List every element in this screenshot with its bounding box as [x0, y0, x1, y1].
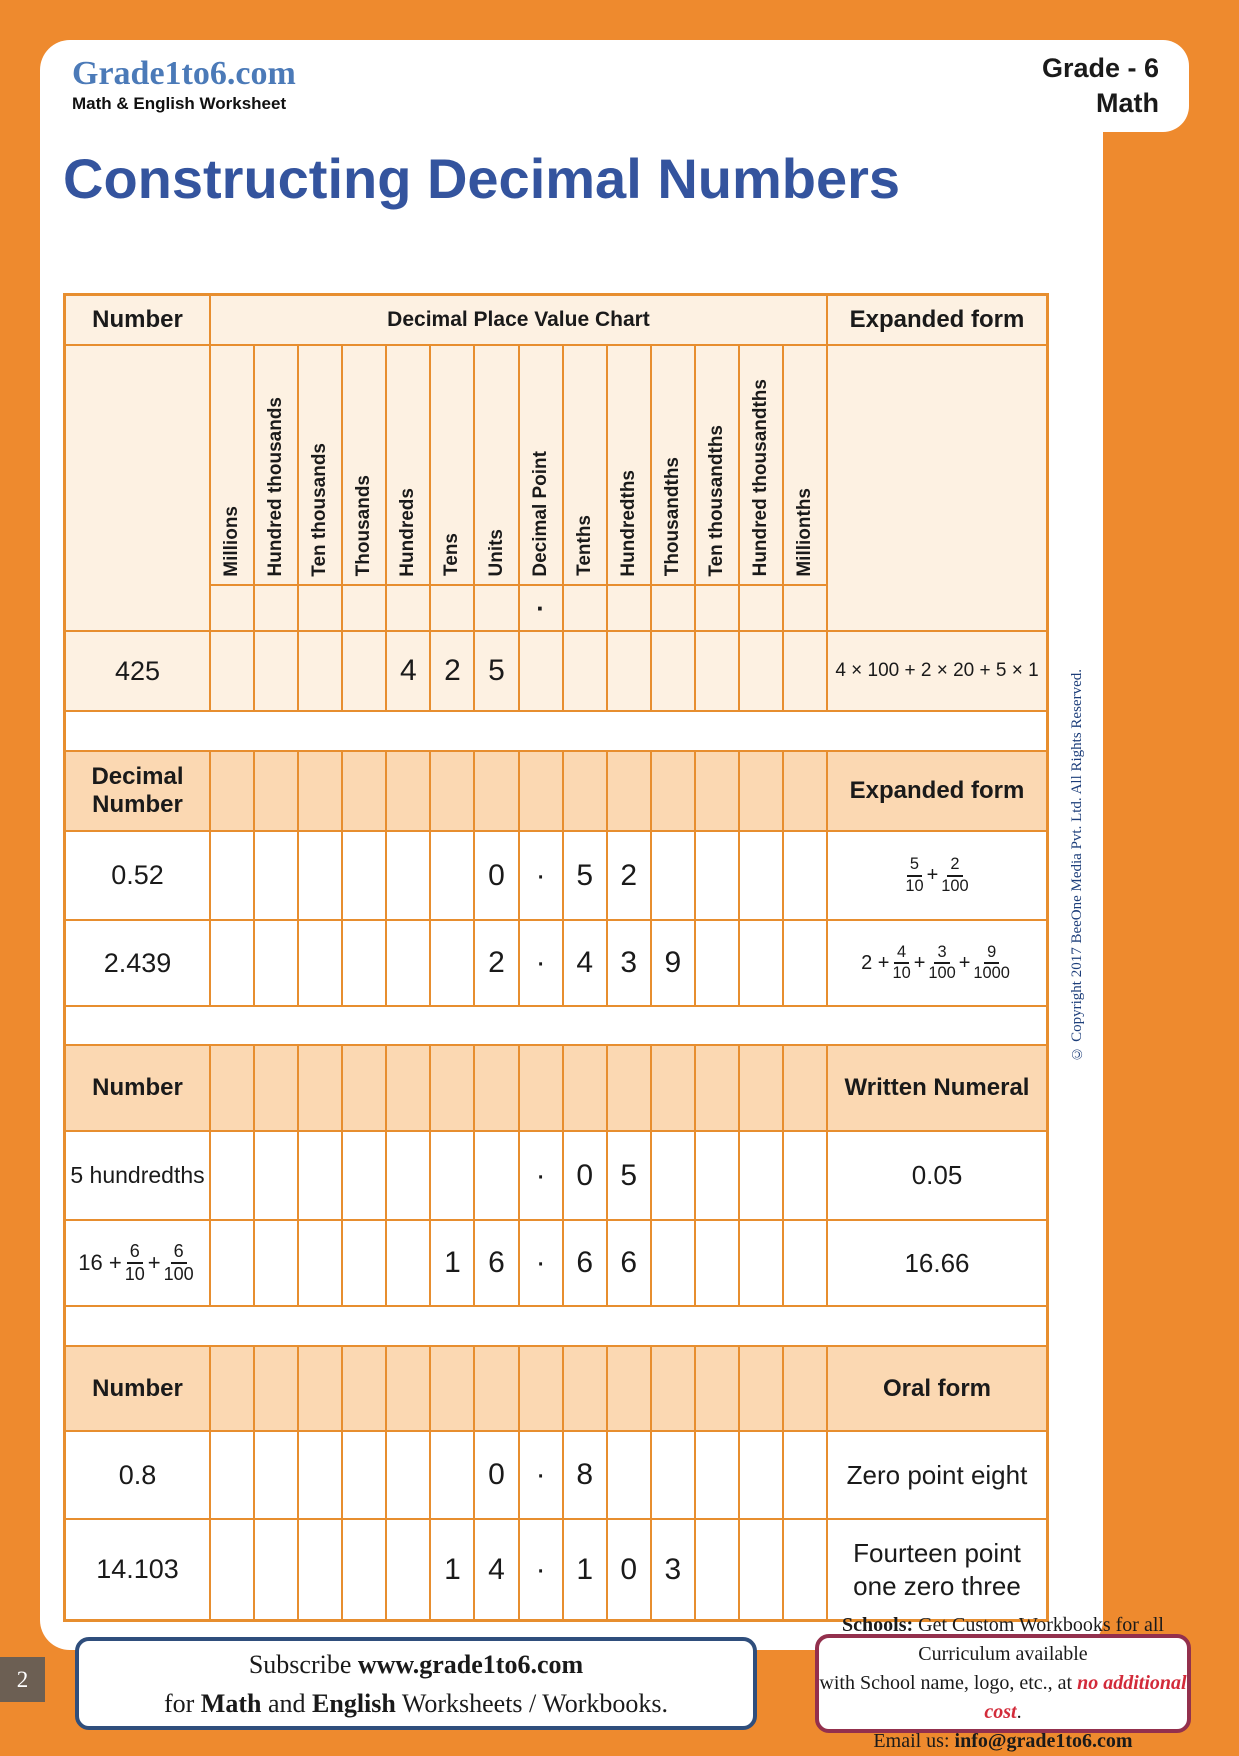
place-value-column-label-cell: [608, 346, 650, 584]
place-value-column-label: Ten thousandths: [705, 424, 727, 577]
grade-label: Grade - 6: [1041, 52, 1159, 83]
place-value-cell: [475, 1046, 519, 1130]
col-header-written-numeral: Written Numeral: [844, 1074, 1030, 1102]
number-value: 2.439: [66, 921, 211, 1005]
place-value-cell: [387, 1132, 431, 1219]
place-value-column-label-cell: [564, 346, 606, 584]
place-value-column-label-cell: [784, 346, 826, 584]
chart-title: Decimal Place Value Chart: [211, 296, 828, 344]
place-value-cell: [387, 921, 431, 1005]
place-value-cell: [255, 832, 299, 919]
place-value-cell: 2: [475, 921, 519, 1005]
page-number-tab: 2: [0, 1657, 45, 1702]
place-value-cell: [211, 1347, 255, 1430]
number-value: 5 hundredths: [66, 1132, 211, 1219]
place-value-column-label: Tens: [441, 533, 463, 577]
place-value-column-label: Thousands: [353, 474, 375, 577]
site-logo: [72, 55, 296, 114]
place-value-column-label: Units: [485, 528, 507, 577]
place-value-cell: 3: [652, 1520, 696, 1619]
schools-box: [815, 1614, 1191, 1752]
place-value-cell: [608, 1432, 652, 1518]
place-value-cell: [299, 1432, 343, 1518]
place-value-column-label: Hundred thousandths: [749, 378, 771, 577]
place-value-cell: [608, 632, 652, 710]
place-value-cell: [608, 1046, 652, 1130]
fraction: $\frac{6}{10}$: [124, 1241, 145, 1284]
place-value-cell: [696, 1347, 740, 1430]
place-value-cell: [696, 1432, 740, 1518]
place-value-cell: [696, 1046, 740, 1130]
decimal-point-marker-cell: [387, 584, 429, 630]
table-row: [66, 1432, 1046, 1520]
section-header-row: [66, 1046, 1046, 1132]
place-value-column: [740, 346, 784, 630]
place-value-cell: 8: [564, 1432, 608, 1518]
place-value-cell: [387, 1046, 431, 1130]
fraction: $\frac{5}{10}$: [905, 855, 924, 895]
place-value-cell: [520, 1347, 564, 1430]
place-value-cell: [696, 921, 740, 1005]
place-value-cell: [520, 752, 564, 830]
place-value-cell: [299, 1046, 343, 1130]
place-value-cell: ·: [520, 1132, 564, 1219]
place-value-column-label-cell: [740, 346, 782, 584]
place-value-cell: [740, 752, 784, 830]
place-value-cell: [431, 921, 475, 1005]
decimal-point-marker-cell: ·: [520, 584, 562, 630]
place-value-cell: 2: [431, 632, 475, 710]
place-value-cell: [740, 632, 784, 710]
place-value-cell: [387, 752, 431, 830]
place-value-cell: ·: [520, 832, 564, 919]
col-header-number: Number: [66, 1347, 211, 1430]
place-value-cell: [431, 832, 475, 919]
place-value-columns-row: [66, 346, 1046, 632]
written-numeral-value: 0.05: [911, 1160, 963, 1191]
place-value-cell: [696, 752, 740, 830]
subscribe-line2: for Math and English Worksheets / Workbooks.: [163, 1688, 669, 1718]
place-value-column-label-cell: [299, 346, 341, 584]
decimal-point-marker-cell: [431, 584, 473, 630]
place-value-cell: [652, 632, 696, 710]
decimal-point-marker-cell: [343, 584, 385, 630]
subscribe-line1: Subscribe www.grade1to6.com: [248, 1649, 584, 1679]
oral-form-value: Fourteen point one zero three: [853, 1538, 1021, 1601]
table-header-row: [66, 296, 1046, 346]
fraction: $\frac{6}{100}$: [163, 1241, 194, 1284]
place-value-cell: [564, 632, 608, 710]
place-value-cell: [255, 752, 299, 830]
place-value-cell: 1: [431, 1221, 475, 1305]
decimal-point-marker-cell: [696, 584, 738, 630]
col-header-expanded-form: Expanded form: [849, 777, 1025, 805]
digit-cells: [211, 832, 828, 919]
place-value-cell: [299, 832, 343, 919]
digit-cells: [211, 1432, 828, 1518]
decimal-point-marker-cell: [740, 584, 782, 630]
place-value-cell: 2: [608, 832, 652, 919]
place-value-cell: 0: [475, 832, 519, 919]
schools-line3: Email us: info@grade1to6.com: [873, 1730, 1133, 1752]
place-value-cell: [784, 921, 828, 1005]
table-row: [66, 632, 1046, 712]
place-value-cell: [299, 1520, 343, 1619]
place-value-cell: [652, 1347, 696, 1430]
place-value-cell: [211, 632, 255, 710]
place-value-cell: [608, 752, 652, 830]
place-value-column-label: Hundreds: [397, 487, 419, 577]
place-value-cell: [784, 832, 828, 919]
digit-cells: [211, 1132, 828, 1219]
place-value-cell: 3: [608, 921, 652, 1005]
place-value-column: [387, 346, 431, 630]
number-value: 0.52: [66, 832, 211, 919]
digit-cells: [211, 921, 828, 1005]
place-value-column-label-cell: [343, 346, 385, 584]
empty-expanded-cell: [828, 346, 1046, 630]
col-header-expanded-form: Expanded form: [849, 306, 1025, 334]
expression-text: +: [147, 1250, 161, 1275]
table-row: [66, 921, 1046, 1007]
place-value-cell: [740, 1347, 784, 1430]
place-value-cell: [211, 1046, 255, 1130]
place-value-cell: [431, 1347, 475, 1430]
place-value-column: [784, 346, 828, 630]
place-value-cell: [255, 1432, 299, 1518]
place-value-column-label-cell: [652, 346, 694, 584]
place-value-cell: [740, 1221, 784, 1305]
place-value-cell: [211, 1132, 255, 1219]
place-value-cell: ·: [520, 1520, 564, 1619]
place-value-column-label: Millions: [221, 505, 243, 577]
section-header-row: [66, 1347, 1046, 1432]
place-value-column-label-cell: [387, 346, 429, 584]
expression-text: +: [913, 951, 926, 974]
no-additional-cost-text: no additional cost: [984, 1672, 1187, 1723]
place-value-cell: [564, 1347, 608, 1430]
place-value-cell: ·: [520, 921, 564, 1005]
place-value-cell: ·: [520, 1432, 564, 1518]
place-value-cell: 5: [475, 632, 519, 710]
place-value-cell: [343, 921, 387, 1005]
table-row: [66, 832, 1046, 921]
place-value-column-label-cell: [696, 346, 738, 584]
expression-text: +: [926, 864, 939, 886]
place-value-cell: [520, 632, 564, 710]
place-value-cell: [299, 1221, 343, 1305]
place-value-cell: [343, 752, 387, 830]
place-value-cell: [211, 921, 255, 1005]
place-value-cell: [343, 832, 387, 919]
place-value-cell: [696, 832, 740, 919]
col-header-oral-form: Oral form: [882, 1374, 992, 1402]
place-value-cell: [652, 1132, 696, 1219]
place-value-column-label: Hundred thousands: [265, 396, 287, 577]
empty-cells: [211, 752, 828, 830]
place-value-cell: [299, 1132, 343, 1219]
place-value-column: [564, 346, 608, 630]
oral-form-value: Zero point eight: [846, 1459, 1028, 1490]
place-value-cell: [784, 1347, 828, 1430]
table-row: [66, 1221, 1046, 1307]
place-value-cell: 5: [564, 832, 608, 919]
place-value-column-label: Tenths: [573, 515, 595, 577]
decimal-point-marker-cell: [475, 584, 517, 630]
schools-line2: with School name, logo, etc., at no additional cost.: [819, 1672, 1187, 1723]
place-value-cell: [211, 1432, 255, 1518]
place-value-cell: ·: [520, 1221, 564, 1305]
place-value-column-label: Millionths: [794, 487, 816, 577]
place-value-cell: [299, 752, 343, 830]
place-value-cell: [211, 1520, 255, 1619]
place-value-cell: 6: [564, 1221, 608, 1305]
place-value-cell: [387, 1221, 431, 1305]
table-row: [66, 1520, 1046, 1619]
fraction: $\frac{2}{100}$: [941, 855, 969, 895]
place-value-column: [520, 346, 564, 630]
place-value-cell: [343, 1132, 387, 1219]
place-value-column: [343, 346, 387, 630]
number-value: 425: [66, 632, 211, 710]
place-value-cell: [343, 1046, 387, 1130]
place-value-cell: 0: [475, 1432, 519, 1518]
place-value-cell: 6: [475, 1221, 519, 1305]
expanded-form-value: 4 × 100 + 2 × 20 + 5 × 1: [835, 660, 1039, 681]
place-value-cell: [475, 1132, 519, 1219]
copyright-sideways-text: © Copyright 2017 BeeOne Media Pvt. Ltd. All Rights Reserved.: [1068, 668, 1085, 1062]
place-value-cell: 4: [387, 632, 431, 710]
empty-number-cell: [66, 346, 211, 630]
place-value-cell: [431, 1432, 475, 1518]
place-value-column-label-cell: [431, 346, 473, 584]
place-value-cell: [211, 752, 255, 830]
place-value-cell: [255, 1221, 299, 1305]
place-value-cell: [696, 1520, 740, 1619]
decimal-point-marker-cell: [564, 584, 606, 630]
written-numeral-value: 16.66: [904, 1247, 970, 1278]
number-value: 14.103: [66, 1520, 211, 1619]
place-value-cell: [784, 632, 828, 710]
place-value-cell: [431, 1132, 475, 1219]
place-value-cell: [343, 1347, 387, 1430]
place-value-cell: [784, 1221, 828, 1305]
place-value-cell: [652, 832, 696, 919]
place-value-cell: [343, 1432, 387, 1518]
fraction: $\frac{9}{1000}$: [973, 942, 1010, 982]
decimal-point-marker-cell: [608, 584, 650, 630]
place-value-cell: [255, 1520, 299, 1619]
place-value-cell: [740, 921, 784, 1005]
place-value-cell: [387, 1347, 431, 1430]
place-value-cell: [387, 832, 431, 919]
expression-text: 2 +: [861, 951, 890, 974]
place-value-cell: 0: [564, 1132, 608, 1219]
place-value-cell: 1: [431, 1520, 475, 1619]
decimal-point-marker-cell: [784, 584, 826, 630]
place-value-column: [211, 346, 255, 630]
place-value-cell: [564, 1046, 608, 1130]
logo-subtitle: Math & English Worksheet: [72, 94, 287, 113]
place-value-column-label: Thousandths: [661, 457, 683, 577]
place-value-cell: [608, 1347, 652, 1430]
place-value-column-label: Hundredths: [617, 469, 639, 577]
place-value-cell: [343, 632, 387, 710]
place-value-column: [652, 346, 696, 630]
place-value-column: [475, 346, 519, 630]
place-value-cell: [652, 1221, 696, 1305]
place-value-cell: [255, 1347, 299, 1430]
number-value: [66, 1221, 211, 1305]
place-value-column-label-cell: [211, 346, 253, 584]
place-value-cell: [387, 1520, 431, 1619]
place-value-cell: [652, 1432, 696, 1518]
place-value-cell: [299, 1347, 343, 1430]
col-header-number: Number: [66, 296, 211, 344]
fraction: $\frac{3}{100}$: [928, 942, 956, 982]
place-value-cell: [784, 752, 828, 830]
place-value-cell: 5: [608, 1132, 652, 1219]
place-value-cell: 6: [608, 1221, 652, 1305]
place-value-cell: [740, 1132, 784, 1219]
digit-cells: [211, 1221, 828, 1305]
place-value-cell: [740, 1432, 784, 1518]
place-value-cell: [784, 1046, 828, 1130]
place-value-cell: 4: [475, 1520, 519, 1619]
logo-title: Grade1to6.com: [72, 55, 296, 92]
expanded-form-value: [828, 921, 1046, 1005]
empty-cells: [211, 1046, 828, 1130]
place-value-column: [696, 346, 740, 630]
decimal-point-marker-cell: [299, 584, 341, 630]
place-value-cell: [784, 1132, 828, 1219]
place-value-column-label-cell: [520, 346, 562, 584]
decimal-point-marker-cell: [652, 584, 694, 630]
expanded-form-value: [828, 832, 1046, 919]
place-value-cell: [740, 1046, 784, 1130]
place-value-cell: [784, 1520, 828, 1619]
place-value-cell: [343, 1221, 387, 1305]
subscribe-url: www.grade1to6.com: [357, 1649, 584, 1679]
place-value-column-label: Ten thousands: [309, 442, 331, 577]
decimal-place-value-table: [63, 293, 1049, 1622]
place-value-cell: [564, 752, 608, 830]
place-value-columns: [211, 346, 828, 630]
place-value-cell: [784, 1432, 828, 1518]
place-value-cell: [343, 1520, 387, 1619]
spacer-row: [66, 1007, 1046, 1046]
schools-line1: Schools: Get Custom Workbooks for all Curriculum available: [842, 1614, 1164, 1665]
place-value-cell: [740, 1520, 784, 1619]
place-value-cell: [475, 1347, 519, 1430]
expression-text: +: [958, 951, 971, 974]
email-address: info@grade1to6.com: [954, 1730, 1133, 1752]
place-value-cell: [211, 1221, 255, 1305]
place-value-cell: [211, 832, 255, 919]
place-value-cell: [740, 832, 784, 919]
place-value-cell: [475, 752, 519, 830]
place-value-cell: [299, 632, 343, 710]
spacer-row: [66, 1307, 1046, 1347]
place-value-column: [299, 346, 343, 630]
col-header-number: Number: [66, 1046, 211, 1130]
page-title: Constructing Decimal Numbers: [63, 147, 901, 210]
section-header-row: [66, 752, 1046, 832]
place-value-cell: 1: [564, 1520, 608, 1619]
place-value-cell: [255, 632, 299, 710]
place-value-cell: 9: [652, 921, 696, 1005]
decimal-point-marker-cell: [255, 584, 297, 630]
table-row: [66, 1132, 1046, 1221]
fraction: $\frac{4}{10}$: [892, 942, 911, 982]
place-value-cell: [299, 921, 343, 1005]
place-value-cell: [652, 752, 696, 830]
place-value-cell: 4: [564, 921, 608, 1005]
digit-cells: [211, 1520, 828, 1619]
spacer-row: [66, 712, 1046, 752]
grade-box: [875, 40, 1189, 132]
place-value-cell: [431, 752, 475, 830]
place-value-cell: [387, 1432, 431, 1518]
subscribe-box: [75, 1637, 757, 1730]
place-value-cell: [255, 921, 299, 1005]
place-value-cell: 0: [608, 1520, 652, 1619]
place-value-column: [608, 346, 652, 630]
place-value-cell: [255, 1046, 299, 1130]
col-header-decimal-number: Decimal Number: [66, 752, 211, 830]
place-value-column: [431, 346, 475, 630]
place-value-column: [255, 346, 299, 630]
place-value-cell: [696, 1132, 740, 1219]
expression-text: 16 +: [78, 1250, 122, 1275]
decimal-point-marker-cell: [211, 584, 253, 630]
place-value-cell: [431, 1046, 475, 1130]
place-value-column-label-cell: [475, 346, 517, 584]
digit-cells: [211, 632, 828, 710]
place-value-cell: [652, 1046, 696, 1130]
place-value-column-label-cell: [255, 346, 297, 584]
place-value-cell: [520, 1046, 564, 1130]
subject-label: Math: [1096, 88, 1159, 118]
place-value-cell: [696, 632, 740, 710]
place-value-cell: [696, 1221, 740, 1305]
empty-cells: [211, 1347, 828, 1430]
place-value-cell: [255, 1132, 299, 1219]
place-value-column-label: Decimal Point: [529, 450, 551, 577]
number-value: 0.8: [66, 1432, 211, 1518]
